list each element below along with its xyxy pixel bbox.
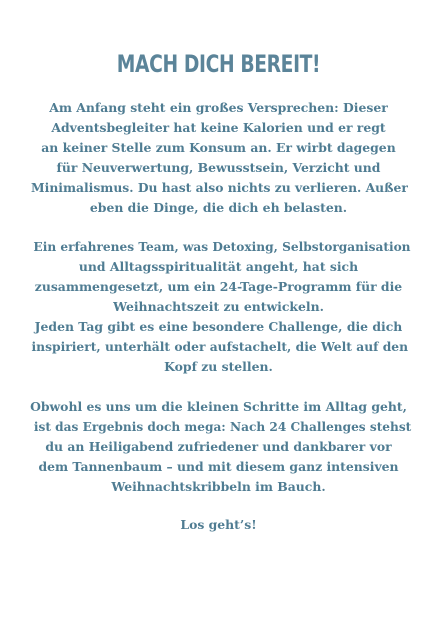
team-paragraph [30, 237, 411, 377]
paragraph-line: Minimalismus. Du hast also nichts zu verlieren. Außer [30, 180, 408, 195]
paragraph-line: Weihnachtszeit zu entwickeln. [113, 299, 324, 314]
paragraph-line: eben die Dinge, die dich eh belasten. [89, 200, 348, 215]
paragraph-line: Los geht’s! [180, 517, 257, 532]
paragraph-line: und Alltagsspiritualität angeht, hat sich [78, 259, 359, 274]
paragraph-line: zusammengesetzt, um ein 24-Tage-Programm für die [34, 279, 403, 294]
paragraph-line: inspiriert, unterhält oder aufstachelt, die Welt auf den [31, 339, 409, 354]
paragraph-line: für Neuverwertung, Bewusstsein, Verzicht und [56, 160, 381, 175]
page-title: MACH DICH BEREIT! [116, 50, 321, 78]
paragraph-line: dem Tannenbaum – und mit diesem ganz intensiven [38, 459, 399, 474]
paragraph-line: Ein erfahrenes Team, was Detoxing, Selbstorganisation [33, 239, 411, 254]
closing-line [30, 515, 407, 535]
paragraph-line: an keiner Stelle zum Konsum an. Er wirbt dagegen [41, 140, 396, 155]
result-paragraph [30, 397, 412, 497]
paragraph-line: Weihnachtskribbeln im Bauch. [111, 479, 326, 494]
paragraph-line: Am Anfang steht ein großes Versprechen: Dieser [49, 100, 388, 115]
intro-paragraph [30, 98, 407, 218]
paragraph-line: du an Heiligabend zufriedener und dankbarer vor [45, 439, 392, 454]
paragraph-line: Adventsbegleiter hat keine Kalorien und er regt [51, 120, 386, 135]
paragraph-line: Obwohl es uns um die kleinen Schritte im Alltag geht, [30, 399, 407, 414]
paragraph-line: ist das Ergebnis doch mega: Nach 24 Challenges stehst [33, 419, 412, 434]
paragraph-line: Kopf zu stellen. [164, 359, 273, 374]
paragraph-line: Jeden Tag gibt es eine besondere Challenge, die dich [34, 319, 403, 334]
